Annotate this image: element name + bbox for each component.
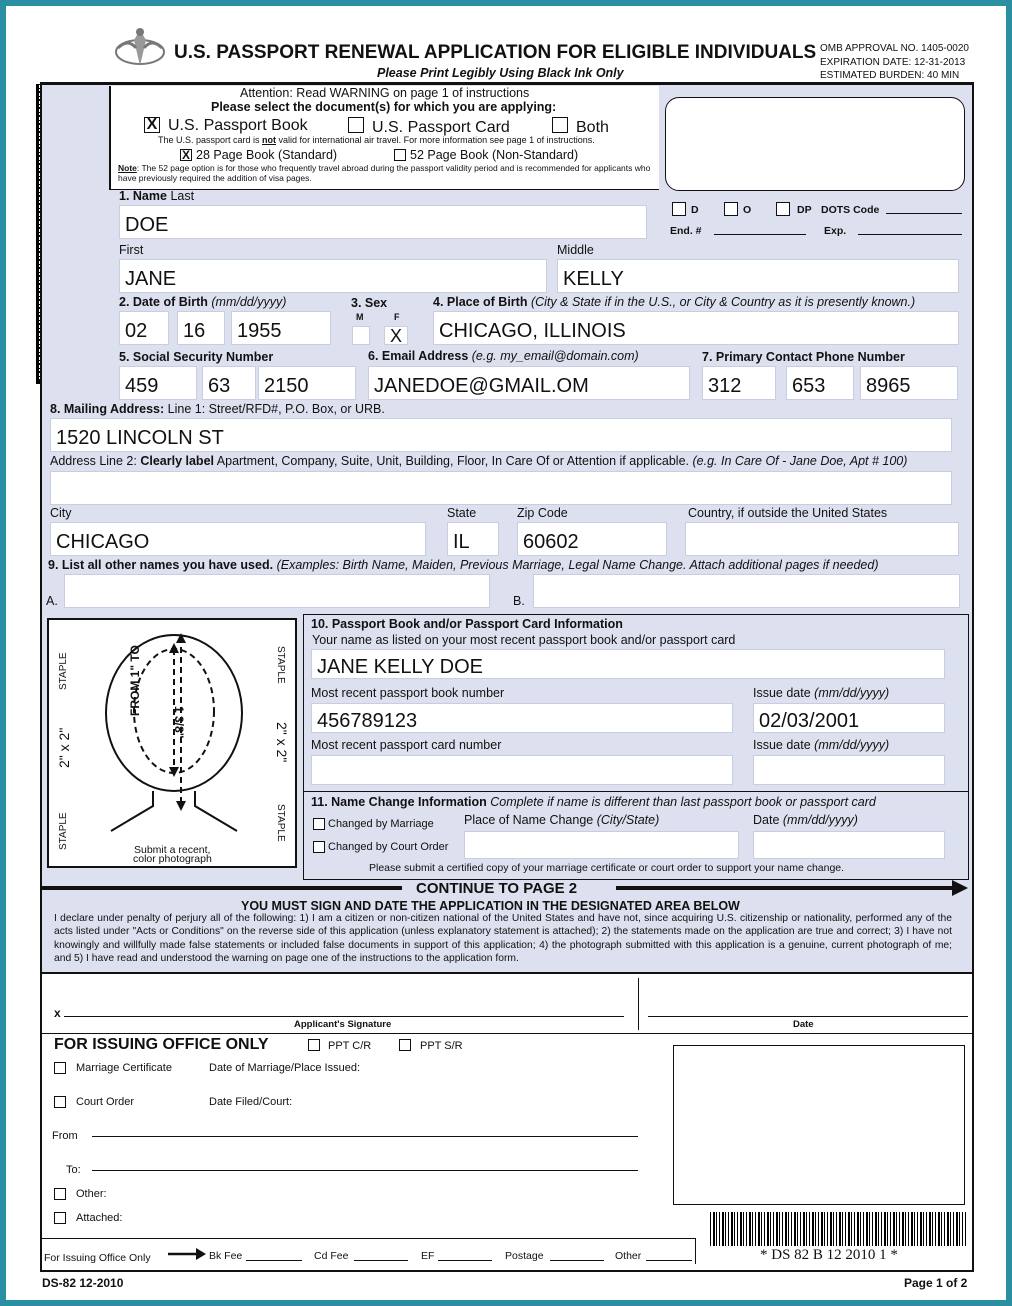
- zip-label: Zip Code: [517, 506, 568, 520]
- first-name-field[interactable]: JANE: [119, 259, 547, 293]
- bottom-barcode: [710, 1212, 966, 1246]
- other-fee-label: Other: [615, 1250, 642, 1262]
- declaration-heading: YOU MUST SIGN AND DATE THE APPLICATION IN THE DESIGNATED AREA BELOW: [241, 899, 740, 913]
- postage-label: Postage: [505, 1250, 544, 1262]
- ssn-part2-field[interactable]: 63: [202, 366, 256, 400]
- ppt-cr-checkbox[interactable]: [308, 1039, 320, 1051]
- photo-size-right: 2" x 2": [274, 722, 290, 763]
- form-subtitle: Please Print Legibly Using Black Ink Only: [377, 66, 624, 80]
- cd-fee-label: Cd Fee: [314, 1250, 349, 1262]
- photo-caption2: color photograph: [133, 853, 212, 865]
- fee-arrow-icon: [168, 1248, 206, 1260]
- photo-size2-label: 1 3/8": [172, 706, 186, 739]
- address-line2-label: Address Line 2: Clearly label Apartment, Company, Suite, Unit, Building, Floor, In Care Of or Attention if applicable. (e.g. In Care Of - Jane Doe, Apt # 100): [50, 454, 908, 468]
- declaration-text: I declare under penalty of perjury all of the following: 1) I am a citizen or non-citizen national of the United States and have not, since acquiring U.S. citizenship or nationality, performed any of the acts listed under "Acts or Conditions" on the reverse side of this application (unless explanatory statement is attached); 2) the statements made on the application are true and correct; 3) I have not knowingly and willfully made false statements or included false documents in support of this application; 4) the photograph submitted with this application is a genuine, current photograph of me; and 5) I have read and understood the warning on page one of the instructions to the application form.: [54, 913, 952, 964]
- office-use-box: [673, 1045, 965, 1205]
- place-change-field[interactable]: [464, 831, 739, 859]
- phone-area-field[interactable]: 312: [702, 366, 776, 400]
- ppt-sr-label: PPT S/R: [420, 1040, 463, 1052]
- sex-m-box[interactable]: [352, 326, 370, 345]
- passport-card-field[interactable]: [311, 755, 733, 785]
- book-checkbox[interactable]: X: [144, 117, 160, 133]
- city-label: City: [50, 506, 72, 520]
- other-names-label: 9. List all other names you have used. (Examples: Birth Name, Maiden, Previous Marriage, Legal Name Change. Attach additional pages if needed): [48, 558, 879, 572]
- passport-info-label: 10. Passport Book and/or Passport Card Information: [311, 617, 623, 631]
- ssn-part1-field[interactable]: 459: [119, 366, 197, 400]
- d-checkbox[interactable]: [672, 202, 686, 216]
- card-checkbox[interactable]: [348, 117, 364, 133]
- dob-year-field[interactable]: 1955: [231, 311, 331, 345]
- other-name-a-label: A.: [46, 594, 58, 608]
- ssn-part3-field[interactable]: 2150: [258, 366, 356, 400]
- card-note: The U.S. passport card is not valid for international air travel. For more information see page 1 of instructions.: [158, 135, 595, 145]
- dob-day-field[interactable]: 16: [177, 311, 225, 345]
- postage-line[interactable]: [550, 1260, 604, 1261]
- select-docs-text: Please select the document(s) for which you are applying:: [211, 100, 557, 114]
- date-change-field[interactable]: [753, 831, 945, 859]
- card-issue-field[interactable]: [753, 755, 945, 785]
- attached-label: Attached:: [76, 1212, 123, 1224]
- staple-tr: STAPLE: [275, 646, 286, 684]
- court-order-label: Court Order: [76, 1096, 135, 1108]
- cd-fee-line[interactable]: [354, 1260, 408, 1261]
- ppt-cr-label: PPT C/R: [328, 1040, 372, 1052]
- attached-checkbox[interactable]: [54, 1212, 66, 1224]
- middle-name-label: Middle: [557, 243, 594, 257]
- signature-section: [40, 974, 974, 1034]
- signature-x: x: [54, 1006, 61, 1020]
- continue-label: CONTINUE TO PAGE 2: [416, 880, 578, 897]
- signature-line[interactable]: [64, 1016, 624, 1017]
- from-label: From: [52, 1130, 78, 1142]
- sex-f-label: F: [394, 312, 400, 322]
- name-label: 1. Name Last: [119, 189, 195, 203]
- book-note: Note: The 52 page option is for those who frequently travel abroad during the passport validity period and is recommended for applicants who have previously required the addition of visa pages.: [118, 163, 651, 183]
- state-field[interactable]: IL: [447, 522, 499, 556]
- dots-code-line: [886, 213, 962, 214]
- dots-code-label: DOTS Code: [821, 204, 880, 216]
- form-number: DS-82 12-2010: [42, 1276, 124, 1290]
- expiration-date: EXPIRATION DATE: 12-31-2013: [820, 57, 966, 68]
- country-label: Country, if outside the United States: [688, 506, 888, 520]
- bk-fee-line[interactable]: [246, 1260, 302, 1261]
- phone-prefix-field[interactable]: 653: [786, 366, 854, 400]
- end-line: [714, 234, 806, 235]
- pob-field[interactable]: CHICAGO, ILLINOIS: [433, 311, 959, 345]
- exp-line: [858, 234, 962, 235]
- passport-card-label: Most recent passport card number: [311, 738, 502, 752]
- end-label: End. #: [670, 225, 702, 237]
- marriage-cert-label: Marriage Certificate: [76, 1062, 172, 1074]
- book-issue-field[interactable]: 02/03/2001: [753, 703, 945, 733]
- fee-row-label: For Issuing Office Only: [44, 1252, 151, 1264]
- sex-f-box[interactable]: X: [384, 326, 408, 345]
- other-name-a-field[interactable]: [64, 574, 490, 608]
- marriage-cert-checkbox[interactable]: [54, 1062, 66, 1074]
- photo-caption1: Submit a recent,: [134, 844, 211, 856]
- court-order-checkbox[interactable]: [54, 1096, 66, 1108]
- ef-line[interactable]: [438, 1260, 492, 1261]
- date-line[interactable]: [648, 1016, 968, 1017]
- form-page: [6, 6, 1006, 1300]
- dob-label: 2. Date of Birth (mm/dd/yyyy): [119, 295, 287, 309]
- court-checkbox[interactable]: [313, 841, 325, 853]
- staple-tl: STAPLE: [58, 652, 69, 690]
- passport-name-label: Your name as listed on your most recent passport book and/or passport card: [312, 633, 736, 647]
- continue-arrow-left: [42, 886, 402, 890]
- other-checkbox[interactable]: [54, 1188, 66, 1200]
- date-change-label: Date (mm/dd/yyyy): [753, 813, 858, 827]
- mailing-label: 8. Mailing Address: Line 1: Street/RFD#, P.O. Box, or URB.: [50, 402, 385, 416]
- marriage-label: Changed by Marriage: [328, 818, 434, 830]
- state-label: State: [447, 506, 477, 520]
- phone-label: 7. Primary Contact Phone Number: [702, 350, 905, 364]
- email-label: 6. Email Address (e.g. my_email@domain.com): [368, 349, 639, 363]
- passport-book-field[interactable]: 456789123: [311, 703, 733, 733]
- staple-br: STAPLE: [275, 804, 286, 842]
- eagle-seal-icon: [112, 22, 168, 78]
- dp-checkbox[interactable]: [776, 202, 790, 216]
- attention-text: Attention: Read WARNING on page 1 of instructions: [240, 86, 530, 100]
- photo-outline-icon: [101, 631, 251, 846]
- sign-date-label: Date: [793, 1019, 814, 1030]
- arrow-right-icon: [952, 880, 968, 896]
- to-label: To:: [66, 1164, 81, 1176]
- dob-month-field[interactable]: 02: [119, 311, 169, 345]
- omb-approval: OMB APPROVAL NO. 1405-0020: [820, 43, 969, 54]
- court-label: Changed by Court Order: [328, 841, 449, 853]
- both-checkbox[interactable]: [552, 117, 568, 133]
- page-number: Page 1 of 2: [904, 1276, 968, 1290]
- place-change-label: Place of Name Change (City/State): [464, 813, 660, 827]
- photo-size-left: 2" x 2": [56, 727, 72, 768]
- address-line2-field[interactable]: [50, 471, 952, 505]
- date-filed-label: Date Filed/Court:: [209, 1096, 293, 1108]
- other-fee-line[interactable]: [646, 1260, 692, 1261]
- signature-divider: [638, 978, 639, 1030]
- card-label: U.S. Passport Card: [372, 119, 510, 136]
- phone-line-field[interactable]: 8965: [860, 366, 958, 400]
- passport-name-field[interactable]: JANE KELLY DOE: [311, 649, 945, 679]
- address-line1-field[interactable]: 1520 LINCOLN ST: [50, 418, 952, 452]
- book-issue-label: Issue date (mm/dd/yyyy): [753, 686, 890, 700]
- sex-label: 3. Sex: [351, 296, 388, 310]
- from-line[interactable]: [92, 1136, 638, 1137]
- first-name-label: First: [119, 243, 144, 257]
- o-checkbox[interactable]: [724, 202, 738, 216]
- sex-m-label: M: [356, 312, 364, 322]
- barcode-text: * DS 82 B 12 2010 1 *: [760, 1247, 898, 1263]
- book28-checkbox[interactable]: X: [181, 148, 190, 162]
- office-stamp-box: [665, 97, 965, 191]
- date-marriage-label: Date of Marriage/Place Issued:: [209, 1062, 361, 1074]
- exp-label: Exp.: [824, 225, 847, 237]
- name-change-label: 11. Name Change Information Complete if name is different than last passport book or passport card: [311, 795, 876, 809]
- continue-arrow-right: [616, 886, 960, 890]
- issuing-title: FOR ISSUING OFFICE ONLY: [54, 1036, 269, 1053]
- book28-label: 28 Page Book (Standard): [196, 148, 338, 162]
- signature-label: Applicant's Signature: [294, 1019, 392, 1030]
- both-label: Both: [576, 119, 609, 136]
- staple-bl: STAPLE: [58, 812, 69, 850]
- ef-label: EF: [421, 1250, 435, 1262]
- middle-name-field[interactable]: KELLY: [557, 259, 959, 293]
- name-change-note: Please submit a certified copy of your marriage certificate or court order to support your name change.: [369, 862, 845, 874]
- passport-book-label: Most recent passport book number: [311, 686, 505, 700]
- photo-from-label: FROM 1" TO: [128, 645, 142, 716]
- to-line[interactable]: [92, 1170, 638, 1171]
- estimated-burden: ESTIMATED BURDEN: 40 MIN: [820, 70, 960, 81]
- card-issue-label: Issue date (mm/dd/yyyy): [753, 738, 890, 752]
- other-name-b-field[interactable]: [533, 574, 960, 608]
- d-label: D: [691, 204, 699, 216]
- book-label: U.S. Passport Book: [168, 117, 308, 134]
- dp-label: DP: [797, 204, 812, 216]
- other-name-b-label: B.: [513, 594, 525, 608]
- pob-label: 4. Place of Birth (City & State if in the U.S., or City & Country as it is presently known.): [433, 295, 916, 309]
- email-field[interactable]: JANEDOE@GMAIL.OM: [368, 366, 690, 400]
- other-label: Other:: [76, 1188, 107, 1200]
- name-change-divider: [303, 791, 969, 792]
- marriage-checkbox[interactable]: [313, 818, 325, 830]
- zip-field[interactable]: 60602: [517, 522, 667, 556]
- form-title: U.S. PASSPORT RENEWAL APPLICATION FOR ELIGIBLE INDIVIDUALS: [174, 42, 817, 63]
- book52-label: 52 Page Book (Non-Standard): [410, 148, 579, 162]
- bk-fee-label: Bk Fee: [209, 1250, 243, 1262]
- ppt-sr-checkbox[interactable]: [399, 1039, 411, 1051]
- book52-checkbox[interactable]: [394, 149, 406, 161]
- country-field[interactable]: [685, 522, 959, 556]
- ssn-label: 5. Social Security Number: [119, 350, 274, 364]
- city-field[interactable]: CHICAGO: [50, 522, 426, 556]
- last-name-field[interactable]: DOE: [119, 205, 647, 239]
- o-label: O: [743, 204, 752, 216]
